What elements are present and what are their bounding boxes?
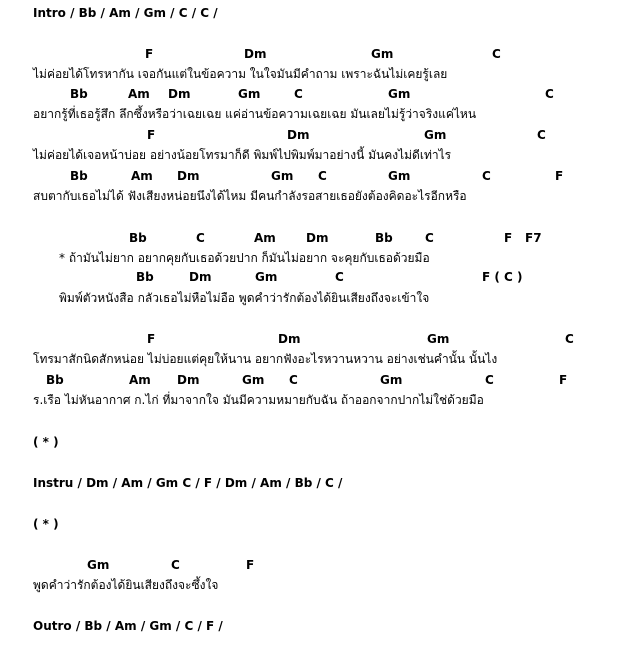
chord: Gm: [424, 128, 447, 142]
chord: F ( C ): [482, 270, 523, 284]
chord: Gm: [238, 87, 261, 101]
chord: C: [425, 231, 434, 245]
lyric-line: อยากรู้ที่เธอรู้สึก ลึกซึ้งหรือว่าเฉยเฉย แค่อ่านข้อความเฉยเฉย มันเลยไม่รู้ว่าจริงแค่ไหน: [33, 107, 477, 121]
chord: Gm: [427, 332, 450, 346]
chord: Bb: [70, 87, 88, 101]
chord: Bb: [375, 231, 393, 245]
chord: F: [555, 169, 564, 183]
chord: C: [335, 270, 344, 284]
repeat-marker: ( * ): [33, 435, 59, 449]
chord: Am: [128, 87, 150, 101]
chord: Dm: [244, 47, 267, 61]
repeat-marker: ( * ): [33, 517, 59, 531]
chord: C: [565, 332, 574, 346]
chord: C: [537, 128, 546, 142]
chord: Gm: [371, 47, 394, 61]
instrumental-line: Instru / Dm / Am / Gm C / F / Dm / Am / Bb / C /: [33, 476, 343, 490]
chord: Bb: [129, 231, 147, 245]
chord: Bb: [136, 270, 154, 284]
intro-line: Intro / Bb / Am / Gm / C / C /: [33, 6, 218, 20]
lyric-line: * ถ้ามันไม่ยาก อยากคุยกับเธอด้วยปาก ก็มันไม่อยาก จะคุยกับเธอด้วยมือ: [59, 251, 430, 265]
chord: Dm: [189, 270, 212, 284]
lyric-line: สบตากับเธอไม่ได้ ฟังเสียงหน่อยนึงได้ไหม มีคนกำลังรอสายเธอยังต้องคิดอะไรอีกหรือ: [33, 189, 467, 203]
chord: C: [289, 373, 298, 387]
chord: Gm: [87, 558, 110, 572]
chord: Dm: [306, 231, 329, 245]
chord: F: [504, 231, 513, 245]
chord: F: [147, 332, 156, 346]
lyric-line: โทรมาสักนิดสักหน่อย ไม่บ่อยแต่คุยให้นาน อยากฟังอะไรหวานหวาน อย่างเช่นคำนั้น นั้นไง: [33, 352, 498, 366]
chord: Gm: [255, 270, 278, 284]
chord: Gm: [388, 169, 411, 183]
chord: C: [492, 47, 501, 61]
chord: Dm: [278, 332, 301, 346]
lyric-line: พิมพ์ตัวหนังสือ กลัวเธอไม่หือไม่อือ พูดคำว่ารักต้องได้ยินเสียงถึงจะเข้าใจ: [59, 291, 430, 305]
chord: Gm: [271, 169, 294, 183]
chord: Am: [129, 373, 151, 387]
chord: C: [196, 231, 205, 245]
chord: F: [147, 128, 156, 142]
chord: Am: [254, 231, 276, 245]
lyric-line: ไม่ค่อยได้โทรหากัน เจอกันแต่ในข้อความ ในใจมันมีคำถาม เพราะฉันไม่เคยรู้เลย: [33, 67, 448, 81]
outro-line: Outro / Bb / Am / Gm / C / F /: [33, 619, 223, 633]
chord: C: [485, 373, 494, 387]
chord: Dm: [177, 373, 200, 387]
chord: Gm: [380, 373, 403, 387]
chord: C: [482, 169, 491, 183]
chord: Am: [131, 169, 153, 183]
chord: Gm: [242, 373, 265, 387]
lyric-line: ร.เรือ ไม่หันอากาศ ก.ไก่ ที่มาจากใจ มันมีความหมายกับฉัน ถ้าออกจากปากไม่ใช่ด้วยมือ: [33, 393, 484, 407]
chord: C: [294, 87, 303, 101]
chord: C: [171, 558, 180, 572]
chord: Gm: [388, 87, 411, 101]
lyric-line: พูดคำว่ารักต้องได้ยินเสียงถึงจะซึ้งใจ: [33, 578, 219, 592]
chord: F: [559, 373, 568, 387]
chord: F: [246, 558, 255, 572]
chord: Dm: [287, 128, 310, 142]
lyric-line: ไม่ค่อยได้เจอหน้าบ่อย อย่างน้อยโทรมาก็ดี พิมพ์ไปพิมพ์มาอย่างนี้ มันคงไม่ดีเท่าไร: [33, 148, 452, 162]
chord: F: [145, 47, 154, 61]
chord: F7: [525, 231, 542, 245]
chord: C: [545, 87, 554, 101]
chord: Dm: [177, 169, 200, 183]
chord: C: [318, 169, 327, 183]
chord: Dm: [168, 87, 191, 101]
chord: Bb: [70, 169, 88, 183]
chord: Bb: [46, 373, 64, 387]
